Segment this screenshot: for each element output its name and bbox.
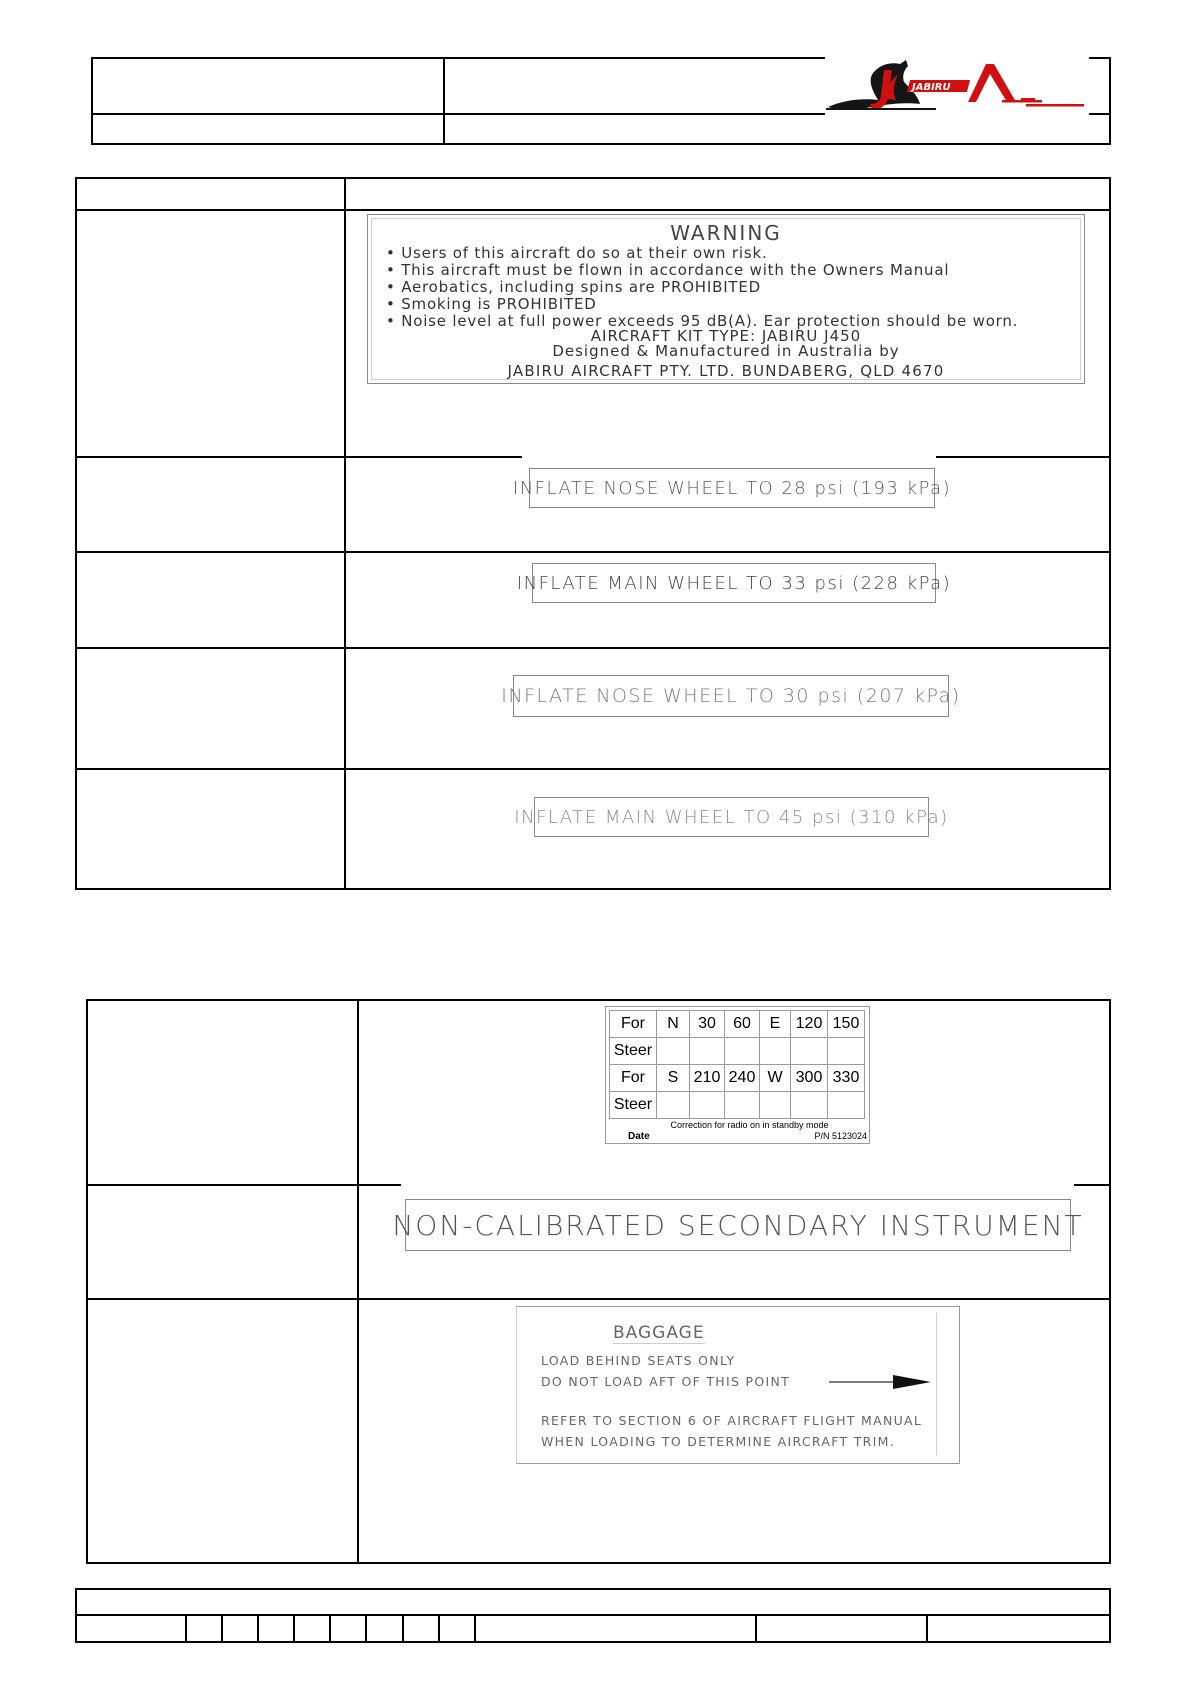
compass-card-table	[609, 1010, 865, 1119]
compass-blank-cell	[760, 1038, 791, 1065]
baggage-line-2: DO NOT LOAD AFT OF THIS POINT	[541, 1374, 791, 1389]
warning-designed: Designed & Manufactured in Australia by	[552, 342, 900, 360]
compass-blank-cell	[828, 1092, 865, 1119]
compass-blank-cell	[828, 1038, 865, 1065]
main-wheel-placard-45psi: INFLATE MAIN WHEEL TO 45 psi (310 kPa)	[534, 797, 929, 837]
compass-date-label: Date	[628, 1131, 650, 1142]
compass-cell: N	[657, 1011, 690, 1038]
compass-cell: 330	[828, 1065, 865, 1092]
compass-blank-cell	[725, 1092, 760, 1119]
compass-cell: W	[760, 1065, 791, 1092]
compass-steer-label: Steer	[610, 1038, 657, 1065]
compass-cell: 30	[690, 1011, 725, 1038]
compass-cell: 300	[791, 1065, 828, 1092]
warning-bullet: • This aircraft must be flown in accordance with the Owners Manual	[386, 261, 950, 279]
compass-blank-cell	[725, 1038, 760, 1065]
compass-part-number: P/N 5123024	[814, 1131, 867, 1141]
compass-blank-cell	[791, 1038, 828, 1065]
jabiru-logo-graphic	[826, 58, 1088, 114]
compass-cell: 60	[725, 1011, 760, 1038]
baggage-arrow-icon	[827, 1373, 931, 1391]
compass-blank-cell	[791, 1092, 828, 1119]
warning-bullet: • Smoking is PROHIBITED	[386, 295, 597, 313]
warning-manufacturer: JABIRU AIRCRAFT PTY. LTD. BUNDABERG, QLD 4670	[507, 362, 945, 380]
compass-cell: E	[760, 1011, 791, 1038]
baggage-title: BAGGAGE	[613, 1323, 705, 1343]
nose-wheel-placard-28psi: INFLATE NOSE WHEEL TO 28 psi (193 kPa)	[529, 468, 935, 508]
compass-cell: For	[610, 1065, 657, 1092]
compass-cell: 150	[828, 1011, 865, 1038]
compass-blank-cell	[657, 1038, 690, 1065]
baggage-line-4: WHEN LOADING TO DETERMINE AIRCRAFT TRIM.	[541, 1434, 895, 1449]
main-wheel-placard-33psi: INFLATE MAIN WHEEL TO 33 psi (228 kPa)	[532, 563, 936, 603]
baggage-placard	[516, 1306, 960, 1464]
compass-blank-cell	[657, 1092, 690, 1119]
warning-placard	[367, 214, 1085, 384]
warning-title: WARNING	[670, 221, 782, 245]
warning-bullet: • Users of this aircraft do so at their own risk.	[386, 244, 768, 262]
compass-cell: For	[610, 1011, 657, 1038]
compass-cell: 240	[725, 1065, 760, 1092]
compass-blank-cell	[690, 1092, 725, 1119]
nose-wheel-placard-30psi: INFLATE NOSE WHEEL TO 30 psi (207 kPa)	[513, 675, 949, 717]
baggage-line-3: REFER TO SECTION 6 OF AIRCRAFT FLIGHT MANUAL	[541, 1413, 923, 1428]
compass-cell: 120	[791, 1011, 828, 1038]
compass-cell: S	[657, 1065, 690, 1092]
non-calibrated-instrument-placard: NON-CALIBRATED SECONDARY INSTRUMENT	[405, 1199, 1071, 1251]
warning-bullet: • Noise level at full power exceeds 95 dB(A). Ear protection should be worn.	[386, 312, 1019, 330]
baggage-inner-border	[936, 1313, 937, 1455]
jabiru-logo	[826, 58, 1088, 114]
warning-kit-type: AIRCRAFT KIT TYPE: JABIRU J450	[590, 327, 862, 345]
compass-cell: 210	[690, 1065, 725, 1092]
warning-bullet: • Aerobatics, including spins are PROHIBITED	[386, 278, 762, 296]
compass-deviation-card	[605, 1006, 870, 1144]
baggage-line-1: LOAD BEHIND SEATS ONLY	[541, 1353, 736, 1368]
warning-bullet-list	[386, 245, 1018, 330]
compass-note: Correction for radio on in standby mode	[670, 1120, 829, 1130]
compass-blank-cell	[690, 1038, 725, 1065]
logo-lettering: JABIRU	[912, 82, 951, 93]
compass-blank-cell	[760, 1092, 791, 1119]
compass-steer-label: Steer	[610, 1092, 657, 1119]
